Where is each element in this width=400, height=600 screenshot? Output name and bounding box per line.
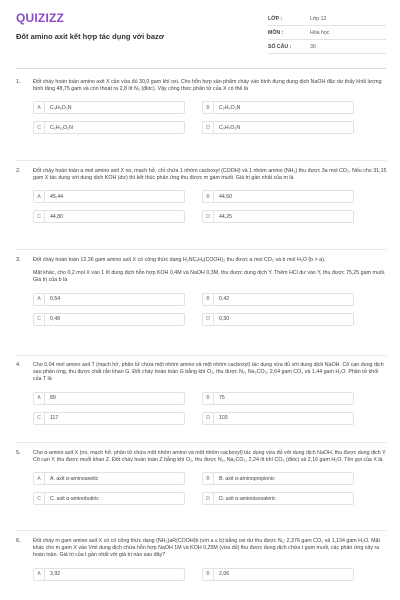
meta-row-subject [268,26,386,40]
option-c[interactable] [33,313,185,326]
option-a[interactable] [33,101,185,114]
question-5 [16,450,388,506]
option-letter: B [203,473,214,484]
question-divider [16,249,386,250]
option-text: A. axit α-aminoaxetic [50,475,99,482]
option-text: 45,44 [50,193,63,200]
quizizz-logo: QUIZIZZ [16,11,65,25]
question-number: 2. [16,168,21,174]
page-title: Đốt amino axit kết hợp tác dụng với bazơ [16,32,165,41]
answer-options [33,190,388,224]
option-b[interactable] [202,101,354,114]
option-letter: A [34,191,45,202]
option-letter: D [203,211,214,222]
option-text: 0,30 [219,316,230,323]
meta-key: LỚP : [268,15,283,22]
option-text: 0,54 [50,296,61,303]
option-text: 44,25 [219,213,232,220]
question-text [33,257,388,285]
meta-value: Lớp 12 [310,15,327,22]
option-text: 89 [50,395,56,402]
option-letter: B [203,102,214,113]
option-text: D. axit α-aminoisovaleric [219,495,276,502]
answer-options [33,392,388,426]
question-4 [16,362,388,426]
question-3 [16,257,388,327]
meta-row-class [268,12,386,26]
option-text: 75 [219,395,225,402]
meta-key: MÔN : [268,29,284,36]
option-a[interactable] [33,293,185,306]
meta-value: Hóa học [310,29,330,36]
option-b[interactable] [202,293,354,306]
option-letter: D [203,122,214,133]
option-text: C₄H₉O₂N [50,104,72,111]
option-c[interactable] [33,121,185,134]
option-d[interactable] [202,313,354,326]
option-c[interactable] [33,210,185,223]
option-letter: C [34,211,45,222]
question-number: 5. [16,450,21,456]
option-b[interactable] [202,472,354,485]
option-text: B. axit α-aminopropionic [219,475,275,482]
option-letter: C [34,314,45,325]
question-number: 4. [16,362,21,368]
option-text: 117 [50,415,59,422]
question-number: 3. [16,257,21,263]
option-d[interactable] [202,412,354,425]
option-a[interactable] [33,392,185,405]
option-letter: B [203,294,214,305]
question-divider [16,530,386,531]
meta-value: 30 [310,43,316,50]
question-2 [16,168,388,224]
option-letter: A [34,102,45,113]
option-letter: B [203,191,214,202]
option-text: 103 [219,415,228,422]
answer-options [33,568,388,582]
option-text: 2,06 [219,571,230,578]
option-text: 44,50 [219,193,232,200]
option-letter: B [203,569,214,580]
option-letter: D [203,314,214,325]
header-divider [16,68,386,69]
answer-options [33,293,388,327]
option-text: C₂H₅O₂N [219,104,241,111]
option-d[interactable] [202,210,354,223]
option-b[interactable] [202,190,354,203]
question-6 [16,538,388,582]
option-letter: A [34,473,45,484]
option-text: 0,48 [50,316,61,323]
option-letter: D [203,493,214,504]
option-letter: C [34,122,45,133]
question-text: Cho 0,04 mol amino axit T (mạch hở, phân tử chứa một nhóm amino và một nhóm cacboxyl) tác dụng vừa đủ với dung dịch NaOH. Cô cạn dung dịch sau phản ứng, thu được chất rắn khan G. Đốt cháy hoàn toàn G bằng khí O₂, thu được N₂, Na₂CO₃, 2,64 gam CO₂ và 1,44 gam H₂O. Phân tử khối của T là [33,362,384,383]
answer-options [33,472,388,506]
question-1 [16,79,388,135]
option-letter: A [34,294,45,305]
question-text: Đốt cháy hoàn toàn amino axit X cần vừa đủ 30,0 gam khí oxi. Cho hỗn hợp sản phẩm cháy vào bình đựng dung dịch NaOH đặc dư thấy khối lượng bình tăng 48,75 gam và còn thoát ra 2,8 lít N₂ (đktc). Vậy công thức phân tử của X có thể là [33,79,382,93]
option-letter: D [203,413,214,424]
question-number: 1. [16,79,21,85]
meta-table [268,12,386,54]
question-text-part-2: Mặt khác, cho 0,2 mol X vào 1 lít dung dịch hỗn hợp KOH 0,4M và NaOH 0,3M, thu được dung dịch Y. Thêm HCl dư vào Y, thu được 75,25 gam muối. Giá trị của b là [33,270,386,284]
option-d[interactable] [202,492,354,505]
option-a[interactable] [33,568,185,581]
option-text: C. axit α-aminobutiric [50,495,99,502]
question-number: 6. [16,538,21,544]
option-b[interactable] [202,392,354,405]
option-c[interactable] [33,492,185,505]
option-c[interactable] [33,412,185,425]
option-b[interactable] [202,568,354,581]
option-a[interactable] [33,472,185,485]
meta-row-count [268,40,386,54]
question-text: Cho α-amino axit X (no, mạch hở, phân tử chứa một nhóm amino và một nhóm cacboxyl) tác dụng vừa đủ với dung dịch NaOH, thu được dung dịch Y. Cô cạn Y, thu được muối khan Z. Đốt cháy hoàn toàn Z bằng khí O₂, thu được N₂, Na₂CO₃, 2,24 lít khí CO₂ (đktc) và 2,16 gam H₂O. Tên gọi của X là [33,450,387,464]
option-a[interactable] [33,190,185,203]
option-text: 0,42 [219,296,230,303]
question-text: Đốt cháy m gam amino axit X có có công thức dạng (NH₂)aR(COOH)b (với a ≤ b) bằng oxi dư thu được N₂; 2,376 gam CO₂ và 1,134 gam H₂O. Mặt khác cho m gam X vào Vml dung dịch chứa hỗn hợp NaOH 1M và KOH 0,25M (vừa đủ) thu được dung dịch chứa t gam muối, các phản ứng xảy ra hoàn toàn. Giá trị của t gần nhất với giá trị nào sau đây? [33,538,380,559]
option-text: 44,80 [50,213,63,220]
answer-options [33,101,388,135]
meta-key: SỐ CÂU : [268,43,292,50]
option-letter: A [34,393,45,404]
option-text: C₅H₁₁O₂N [50,124,73,131]
question-text-part-1: Đốt cháy hoàn toàn 12,36 gam amino axit X có công thức dạng H₂NCₓHᵧ(COOH)₂ thu được a mol CO₂ và b mol H₂O (b > a). [33,257,326,263]
question-divider [16,160,386,161]
option-text: 3,92 [50,571,61,578]
option-letter: A [34,569,45,580]
option-letter: C [34,493,45,504]
option-text: C₃H₇O₂N [219,124,241,131]
question-divider [16,355,386,356]
option-letter: C [34,413,45,424]
option-d[interactable] [202,121,354,134]
question-divider [16,442,386,443]
option-letter: B [203,393,214,404]
question-text: Đốt cháy hoàn toàn a mol amino axit X no, mạch hở, chỉ chứa 1 nhóm cacboxyl (COOH) và 1 nhóm amino (NH₂) thu được 3a mol CO₂. Nếu cho 31,15 gam X tác dụng với dung dịch KOH (dư) thì kết thúc phản ứng thu được m gam muối. Giá trị gần nhất của m là [33,168,387,182]
